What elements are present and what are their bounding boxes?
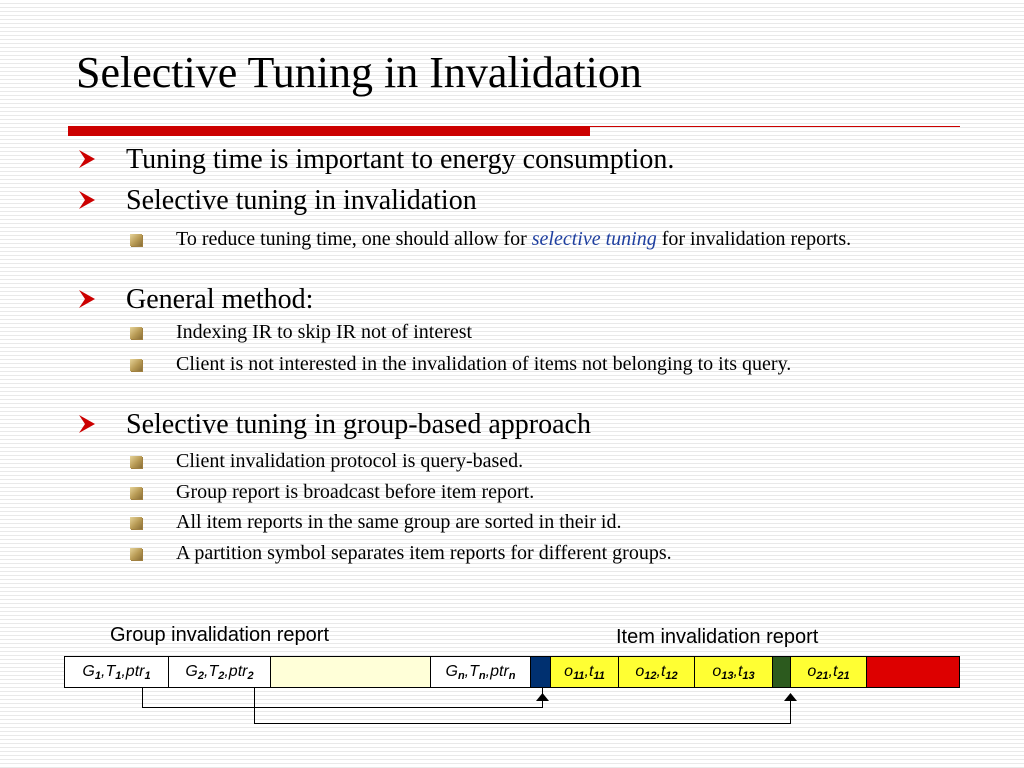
symbol-letter: G: [185, 663, 198, 680]
cell-symbol: [445, 663, 464, 680]
bullet-item: [76, 145, 674, 175]
symbol-letter: o: [807, 663, 817, 680]
title-underline-line: [590, 126, 960, 127]
symbol-letter: t: [588, 663, 594, 680]
cell-separator: ,: [485, 663, 491, 680]
sub-bullet-text: Client is not interested in the invalidation of items not belonging to its query.: [176, 353, 792, 375]
group-report-ellipsis-cell: [271, 657, 431, 687]
broadcast-strip: [64, 656, 960, 688]
group-report-cell: [65, 657, 169, 687]
item-report-cell: [619, 657, 695, 687]
cell-symbol: [738, 663, 755, 680]
cell-symbol: [635, 663, 656, 680]
cell-symbol: [807, 663, 828, 680]
symbol-subscript: n: [508, 670, 516, 682]
sub-bullet-text-part: for invalidation reports.: [656, 228, 852, 250]
group-report-label: Group invalidation report: [110, 624, 330, 646]
symbol-subscript: 2: [247, 670, 254, 682]
pointer-line: [142, 707, 543, 708]
cell-separator: ,: [656, 663, 661, 680]
cell-symbol: [82, 663, 101, 680]
symbol-letter: T: [105, 663, 116, 680]
bullet-item: [76, 186, 477, 216]
bullet-text: General method:: [126, 284, 314, 315]
cell-symbol: [564, 663, 584, 680]
arrow-bullet-icon: [76, 412, 98, 434]
cell-symbol: [126, 663, 151, 680]
cell-separator: ,: [584, 663, 589, 680]
symbol-letter: t: [832, 663, 838, 680]
symbol-letter: T: [469, 663, 479, 680]
symbol-letter: G: [82, 663, 95, 680]
sub-bullet-text-part: To reduce tuning time, one should allow for: [176, 228, 532, 250]
square-bullet-icon: [130, 234, 142, 246]
symbol-subscript: 11: [573, 670, 585, 682]
square-bullet-icon: [130, 487, 142, 499]
cell-symbol: [490, 663, 515, 680]
pointer-line: [142, 688, 143, 708]
symbol-subscript: 1: [94, 670, 101, 682]
square-bullet-icon: [130, 456, 142, 468]
square-bullet-icon: [130, 327, 142, 339]
symbol-letter: t: [737, 663, 743, 680]
partition-symbol: [531, 657, 551, 687]
slide-title: Selective Tuning in Invalidation: [76, 48, 642, 97]
square-bullet-icon: [130, 548, 142, 560]
sub-bullet-text: [176, 228, 916, 251]
item-report-label: Item invalidation report: [616, 626, 819, 648]
cell-symbol: [833, 663, 850, 680]
symbol-subscript: 13: [742, 670, 755, 682]
cell-separator: ,: [224, 663, 229, 680]
square-bullet-icon: [130, 359, 142, 371]
item-report-cell: [551, 657, 619, 687]
symbol-subscript: 11: [593, 670, 605, 682]
symbol-subscript: n: [457, 670, 465, 682]
symbol-subscript: 12: [644, 670, 657, 682]
arrow-bullet-icon: [76, 147, 98, 169]
symbol-subscript: 1: [115, 670, 122, 682]
sub-bullet-text: A partition symbol separates item reports for different groups.: [176, 542, 672, 564]
symbol-subscript: 21: [816, 670, 829, 682]
symbol-letter: o: [712, 663, 722, 680]
symbol-subscript: 21: [837, 670, 850, 682]
bullet-text: Selective tuning in invalidation: [126, 185, 477, 216]
symbol-letter: T: [208, 663, 219, 680]
symbol-letter: ptr: [490, 663, 509, 680]
symbol-subscript: 2: [197, 670, 204, 682]
cell-separator: ,: [464, 663, 470, 680]
partition-symbol: [773, 657, 791, 687]
symbol-letter: ptr: [228, 663, 248, 680]
cell-separator: ,: [733, 663, 738, 680]
sub-bullet-text: All item reports in the same group are sorted in their id.: [176, 511, 622, 533]
item-report-cell: [695, 657, 773, 687]
arrow-bullet-icon: [76, 287, 98, 309]
pointer-arrowhead-icon: [784, 688, 797, 706]
bullet-item: [76, 285, 313, 315]
cell-separator: ,: [203, 663, 209, 680]
symbol-letter: t: [660, 663, 666, 680]
cell-symbol: [208, 663, 224, 680]
bullet-text: Tuning time is important to energy consumption.: [126, 144, 675, 175]
emphasized-term: selective tuning: [531, 228, 657, 250]
cell-symbol: [589, 663, 605, 680]
symbol-subscript: 12: [665, 670, 678, 682]
sub-bullet-text: Indexing IR to skip IR not of interest: [176, 321, 473, 343]
cell-separator: ,: [828, 663, 833, 680]
sub-bullet-text: Client invalidation protocol is query-based.: [176, 450, 524, 472]
pointer-arrowhead-icon: [536, 688, 549, 706]
bullet-item: [76, 410, 591, 440]
square-bullet-icon: [130, 517, 142, 529]
group-report-cell: [169, 657, 271, 687]
bullet-text: Selective tuning in group-based approach: [126, 409, 591, 440]
symbol-letter: o: [564, 663, 574, 680]
symbol-letter: o: [635, 663, 645, 680]
item-report-cell: [791, 657, 867, 687]
pointer-line: [254, 723, 791, 724]
cell-symbol: [712, 663, 733, 680]
cell-symbol: [661, 663, 678, 680]
cell-symbol: [185, 663, 204, 680]
cell-separator: ,: [121, 663, 126, 680]
end-block: [867, 657, 959, 687]
sub-bullet-text: Group report is broadcast before item report.: [176, 481, 535, 503]
cell-symbol: [229, 663, 254, 680]
arrow-bullet-icon: [76, 188, 98, 210]
cell-symbol: [469, 663, 486, 680]
group-report-cell: [431, 657, 531, 687]
symbol-subscript: 2: [218, 670, 225, 682]
cell-symbol: [105, 663, 121, 680]
symbol-subscript: n: [478, 670, 486, 682]
symbol-subscript: 13: [721, 670, 734, 682]
symbol-letter: ptr: [125, 663, 145, 680]
cell-separator: ,: [100, 663, 106, 680]
pointer-line: [254, 688, 255, 724]
symbol-subscript: 1: [144, 670, 151, 682]
title-underline-bar: [68, 126, 590, 136]
symbol-letter: G: [445, 663, 458, 680]
